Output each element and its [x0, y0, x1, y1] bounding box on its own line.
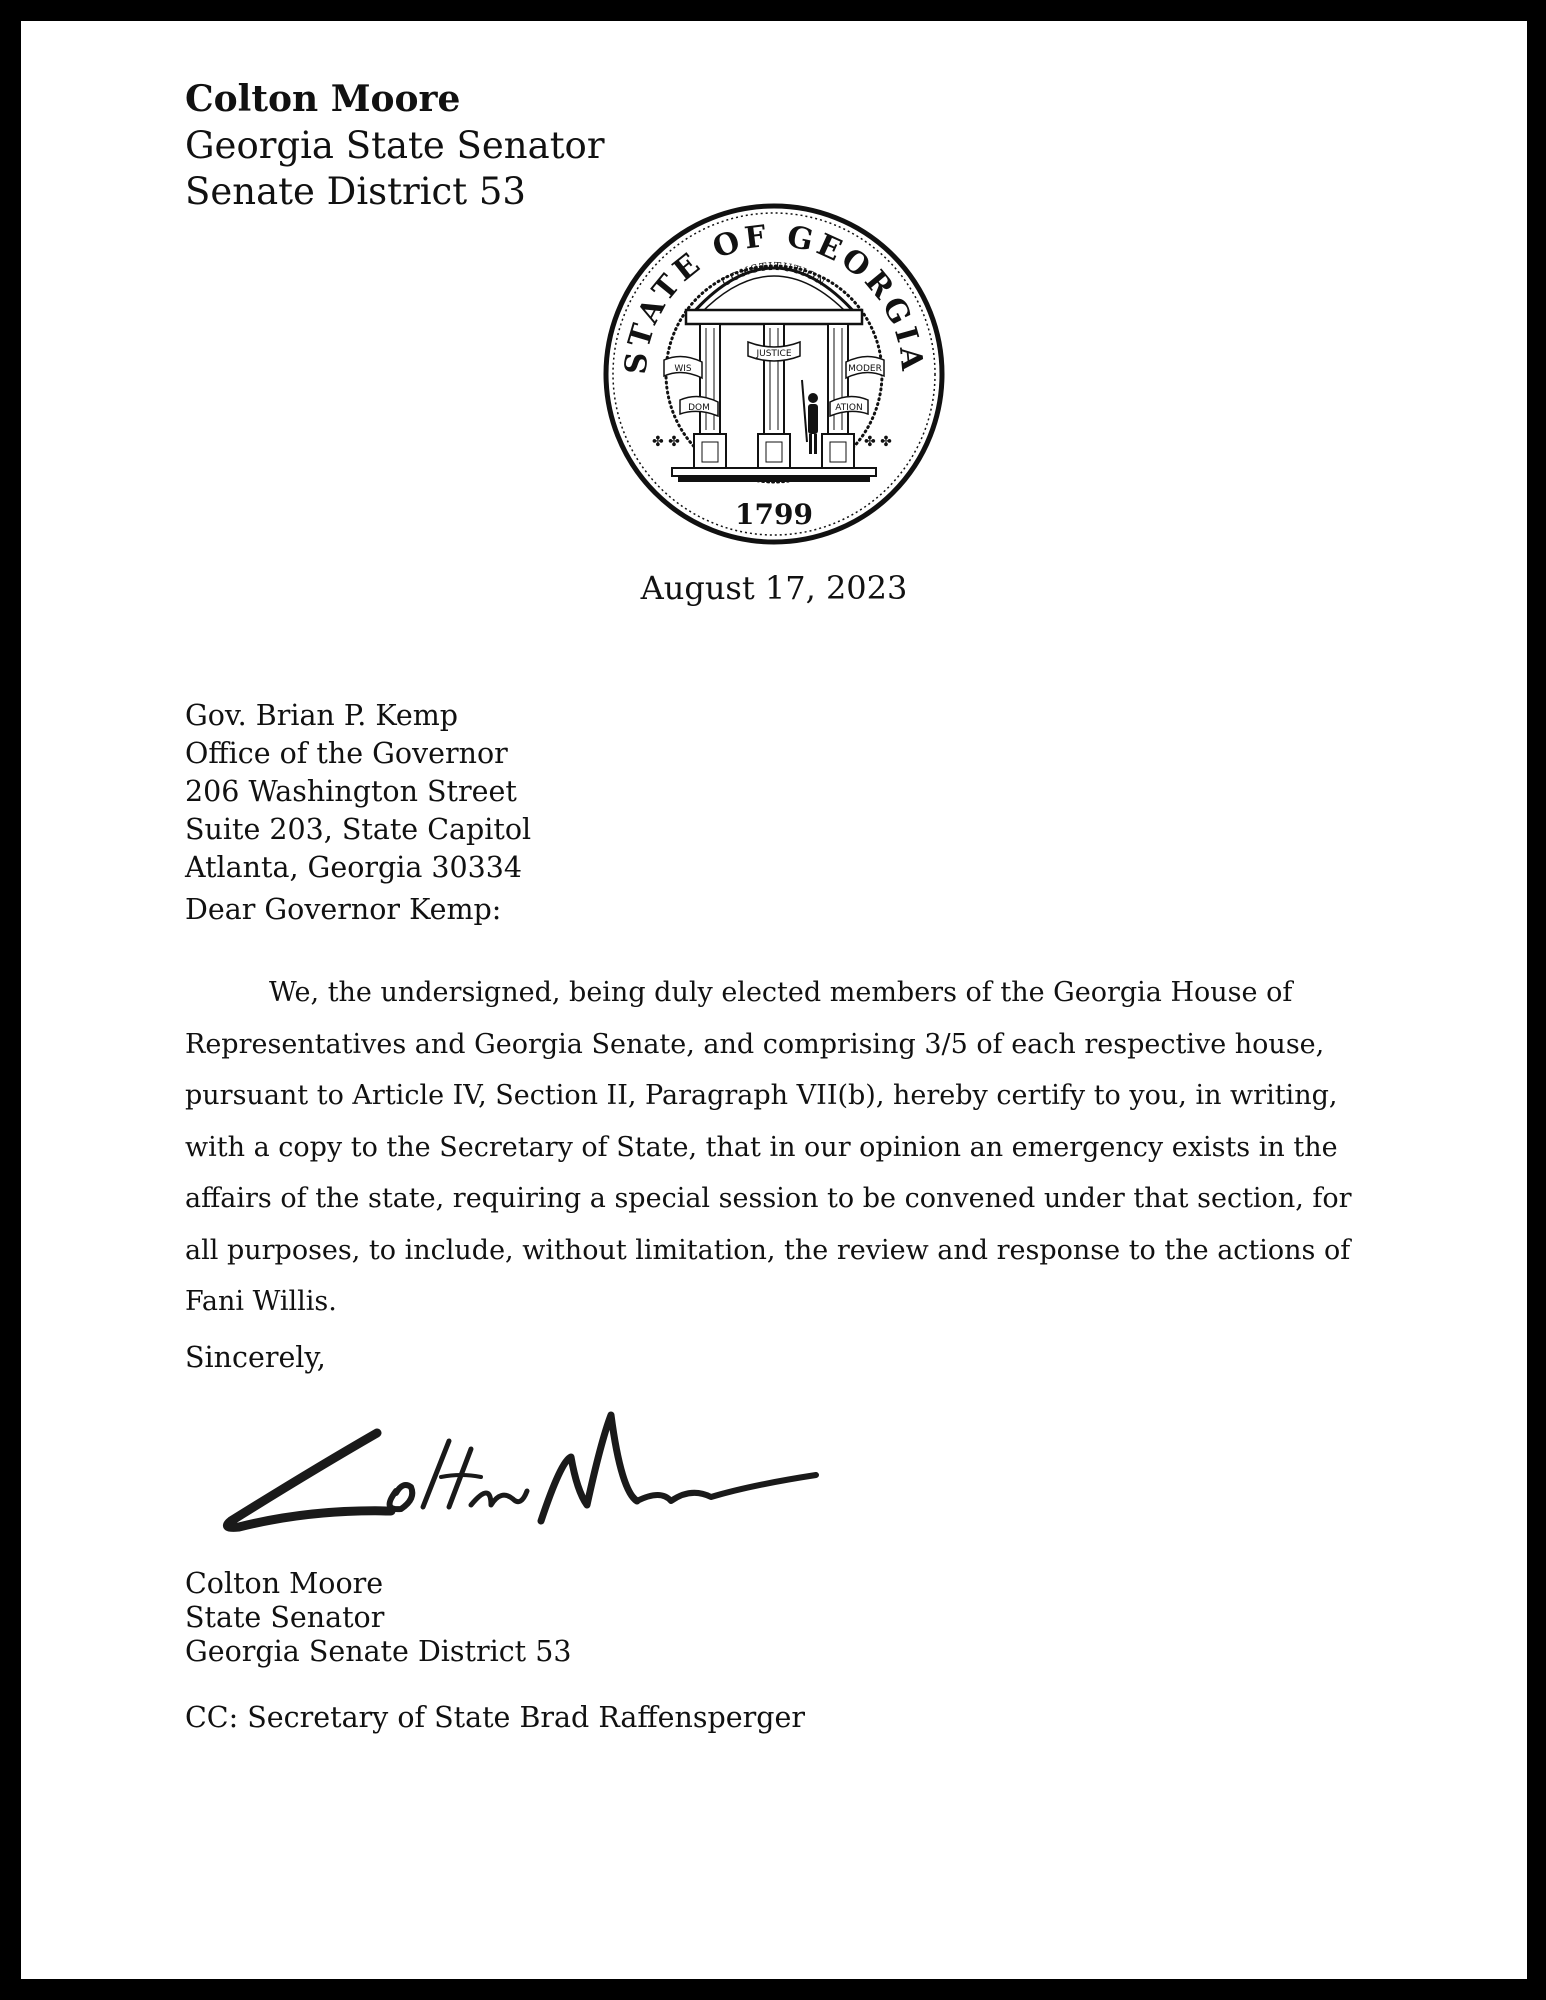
salutation: Dear Governor Kemp:: [185, 893, 502, 926]
address-line: Atlanta, Georgia 30334: [185, 851, 523, 884]
signer-title: State Senator: [185, 1601, 385, 1634]
handwritten-signature-icon: [191, 1381, 831, 1541]
seal-banner-moder: MODER: [848, 364, 882, 374]
address-line: Suite 203, State Capitol: [185, 813, 532, 846]
cc-line: CC: Secretary of State Brad Raffensperger: [185, 1701, 805, 1734]
seal-banner-dom: DOM: [688, 403, 710, 413]
address-line: Office of the Governor: [185, 737, 508, 770]
sender-district: Senate District 53: [185, 170, 526, 213]
svg-text:✤ ✤: ✤ ✤: [864, 434, 892, 450]
letter-page: [21, 21, 1527, 1979]
seal-year: 1799: [735, 498, 813, 531]
seal-top-text: STATE OF GEORGIA: [618, 218, 930, 376]
closing: Sincerely,: [185, 1341, 326, 1374]
seal-banner-ation: ATION: [835, 403, 863, 413]
sender-name: Colton Moore: [185, 78, 461, 120]
letterhead: [185, 75, 605, 215]
letter-body: We, the undersigned, being duly elected members of the Georgia House of Representatives and Georgia Senate, and comprising 3/5 of each respective house, pursuant to Article IV, Section II, Paragraph VII(b), hereby certify to you, in writing, with a copy to the Secretary of State, that in our opinion an emergency exists in the affairs of the state, requiring a special session to be convened under that section, for all purposes, to include, without limitation, the review and response to the actions of Fani Willis.: [185, 977, 1352, 1317]
recipient-address: [185, 697, 531, 887]
svg-text:CONSTITUTION: [720, 260, 829, 289]
signer-name: Colton Moore: [185, 1567, 384, 1600]
seal-banner-wis: WIS: [674, 364, 692, 374]
address-line: Gov. Brian P. Kemp: [185, 699, 459, 732]
sender-title: Georgia State Senator: [185, 124, 605, 167]
signer-district: Georgia Senate District 53: [185, 1635, 572, 1668]
svg-text:✤ ✤: ✤ ✤: [652, 434, 680, 450]
signature-block: [185, 1567, 571, 1669]
georgia-seal-icon: [602, 202, 946, 546]
letter-date: August 17, 2023: [640, 569, 908, 607]
address-line: 206 Washington Street: [185, 775, 517, 808]
seal-arch-text: CONSTITUTION: [719, 259, 829, 290]
seal-banner-justice: JUSTICE: [756, 349, 792, 359]
